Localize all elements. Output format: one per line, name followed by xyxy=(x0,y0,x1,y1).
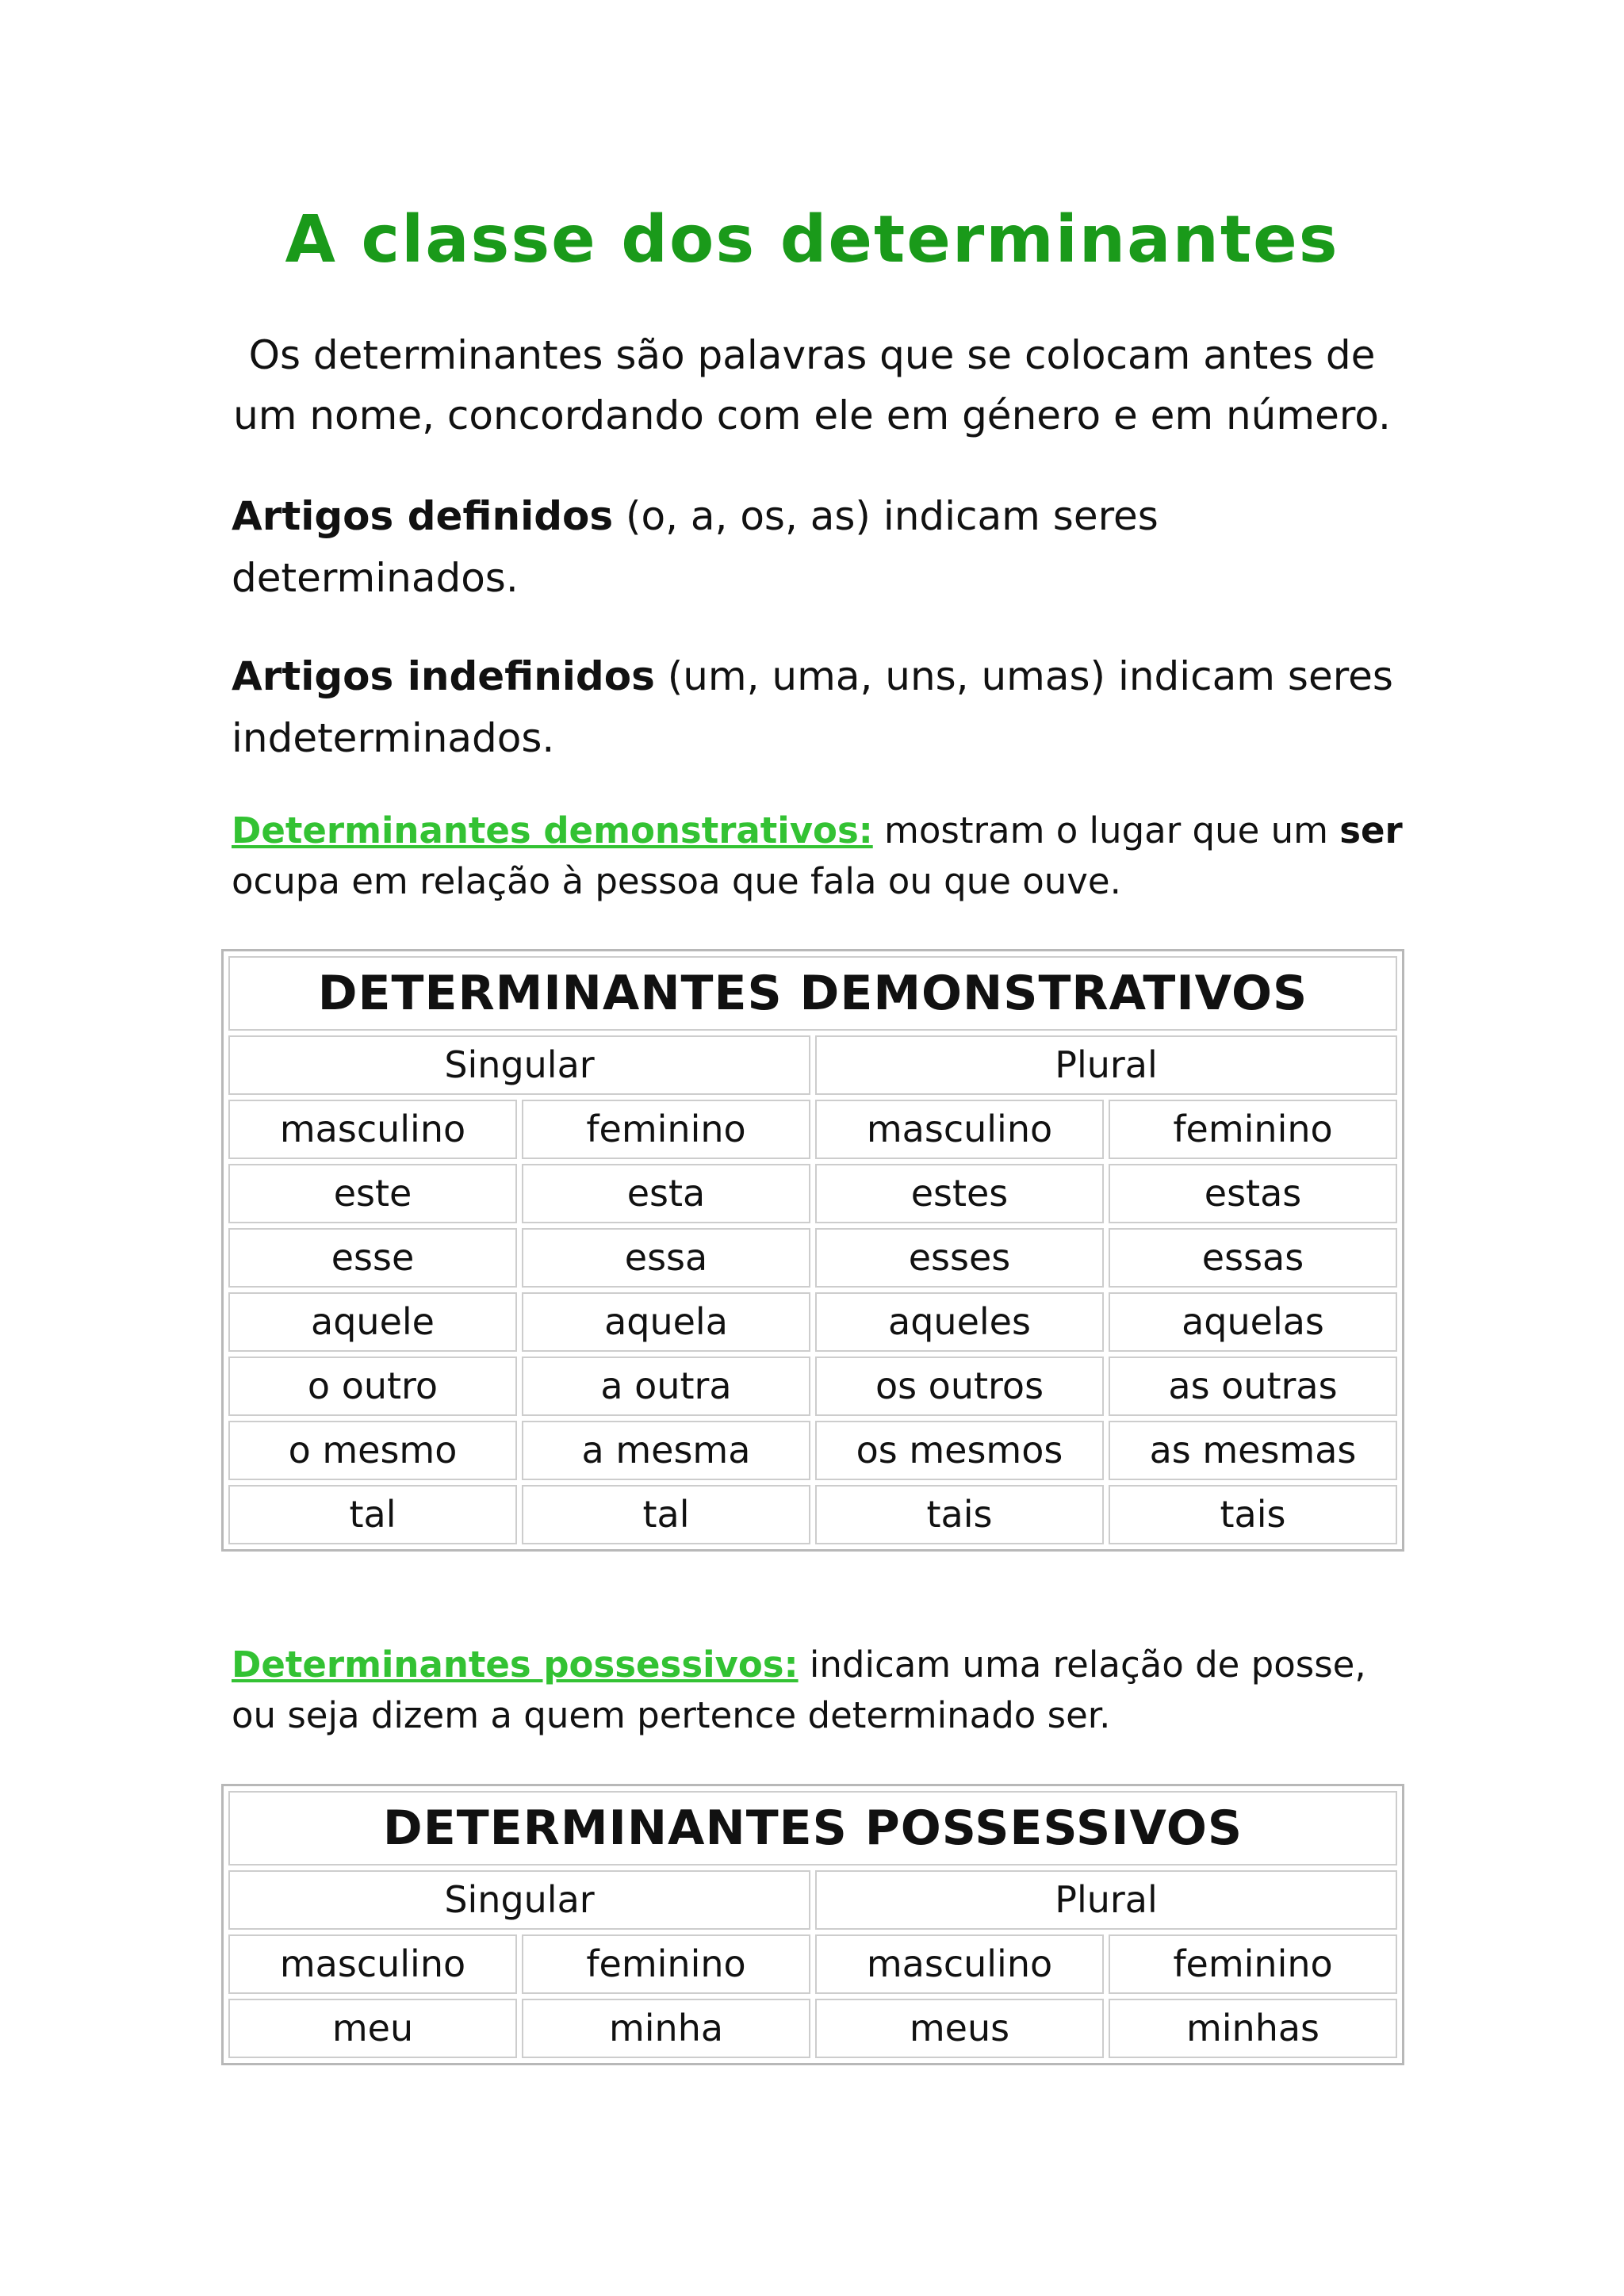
possessivos-column-header: feminino xyxy=(1109,1934,1397,1994)
demonstrativos-table-cell: tal xyxy=(522,1485,810,1544)
demonstrativos-table-cell: o outro xyxy=(228,1357,517,1416)
demonstrativos-table-cell: esses xyxy=(815,1228,1104,1288)
demonstrativos-group-row xyxy=(228,1035,1397,1095)
demonstrativos-table-row xyxy=(228,1164,1397,1223)
demonstrativos-table-cell: as outras xyxy=(1109,1357,1397,1416)
indefinidos-term: Artigos indefinidos xyxy=(232,653,655,699)
definidos-term: Artigos definidos xyxy=(232,493,614,539)
possessivos-table-cell: meu xyxy=(228,1999,517,2058)
demonstrativos-table-cell: aquele xyxy=(228,1292,517,1352)
demonstrativos-table-cell: aqueles xyxy=(815,1292,1104,1352)
demonstrativos-table-cell: estes xyxy=(815,1164,1104,1223)
possessivos-group-row xyxy=(228,1870,1397,1930)
possessivos-table-cell: minhas xyxy=(1109,1999,1397,2058)
possessivos-column-header: masculino xyxy=(228,1934,517,1994)
intro-line-2: um nome, concordando com ele em género e em número. xyxy=(233,392,1391,438)
demonstrativos-table-row xyxy=(228,1292,1397,1352)
demonstrativos-table-header: DETERMINANTES DEMONSTRATIVOS xyxy=(228,956,1397,1031)
demonstrativos-table-row xyxy=(228,1421,1397,1480)
demonstrativos-table-cell: a outra xyxy=(522,1357,810,1416)
demonstrativos-group-plural: Plural xyxy=(815,1035,1397,1095)
demonstrativos-table xyxy=(221,949,1404,1552)
possessivos-group-plural: Plural xyxy=(815,1870,1397,1930)
demonstrativos-column-row xyxy=(228,1100,1397,1159)
possessivos-table-cell: meus xyxy=(815,1999,1104,2058)
demonstrativos-column-header: masculino xyxy=(815,1100,1104,1159)
demonstrativos-table-cell: a mesma xyxy=(522,1421,810,1480)
intro-line-1: Os determinantes são palavras que se colocam antes de xyxy=(248,332,1376,378)
possessivos-column-header: masculino xyxy=(815,1934,1104,1994)
demonstrativos-table-cell: aquela xyxy=(522,1292,810,1352)
possessivos-table xyxy=(221,1784,1404,2065)
definidos-paragraph xyxy=(232,485,1421,609)
possessivos-column-row xyxy=(228,1934,1397,1994)
demonstrativos-header-row xyxy=(228,956,1397,1031)
intro-paragraph xyxy=(190,325,1434,446)
demonstrativos-column-header: feminino xyxy=(1109,1100,1397,1159)
demonstrativos-table-cell: estas xyxy=(1109,1164,1397,1223)
demonstrativos-table-cell: este xyxy=(228,1164,517,1223)
demonstrativos-group-singular: Singular xyxy=(228,1035,810,1095)
demonstrativos-table-cell: tais xyxy=(815,1485,1104,1544)
page-title: A classe dos determinantes xyxy=(285,202,1339,277)
possessivos-table-header: DETERMINANTES POSSESSIVOS xyxy=(228,1791,1397,1866)
possessivos-table-row xyxy=(228,1999,1397,2058)
demonstrativos-table-cell: o mesmo xyxy=(228,1421,517,1480)
demonstrativos-table-cell: as mesmas xyxy=(1109,1421,1397,1480)
possessivos-table-cell: minha xyxy=(522,1999,810,2058)
demonstrativos-text-before: mostram o lugar que um xyxy=(872,809,1340,851)
possessivos-header-row xyxy=(228,1791,1397,1866)
possessivos-lead: Determinantes possessivos: xyxy=(232,1644,799,1686)
possessivos-text: indicam uma relação de posse, ou seja dizem a quem pertence determinado ser. xyxy=(232,1644,1366,1736)
definidos-text: (o, a, os, as) indicam seres determinados. xyxy=(232,493,1159,601)
demonstrativos-table-cell: esse xyxy=(228,1228,517,1288)
possessivos-column-header: feminino xyxy=(522,1934,810,1994)
possessivos-paragraph xyxy=(232,1640,1421,1741)
demonstrativos-column-header: feminino xyxy=(522,1100,810,1159)
demonstrativos-table-row xyxy=(228,1228,1397,1288)
indefinidos-text: (um, uma, uns, umas) indicam seres indeterminados. xyxy=(232,653,1393,761)
demonstrativos-table-cell: os outros xyxy=(815,1357,1104,1416)
demonstrativos-paragraph xyxy=(232,806,1421,907)
demonstrativos-table-row xyxy=(228,1485,1397,1544)
demonstrativos-table-cell: essa xyxy=(522,1228,810,1288)
demonstrativos-table-cell: essas xyxy=(1109,1228,1397,1288)
demonstrativos-column-header: masculino xyxy=(228,1100,517,1159)
indefinidos-paragraph xyxy=(232,645,1421,769)
demonstrativos-lead: Determinantes demonstrativos: xyxy=(232,809,873,851)
demonstrativos-text-after: ocupa em relação à pessoa que fala ou que ouve. xyxy=(232,860,1121,902)
demonstrativos-table-row xyxy=(228,1357,1397,1416)
demonstrativos-bold: ser xyxy=(1339,809,1403,851)
possessivos-group-singular: Singular xyxy=(228,1870,810,1930)
demonstrativos-table-cell: os mesmos xyxy=(815,1421,1104,1480)
demonstrativos-table-cell: tais xyxy=(1109,1485,1397,1544)
demonstrativos-table-cell: esta xyxy=(522,1164,810,1223)
demonstrativos-table-cell: aquelas xyxy=(1109,1292,1397,1352)
demonstrativos-table-cell: tal xyxy=(228,1485,517,1544)
